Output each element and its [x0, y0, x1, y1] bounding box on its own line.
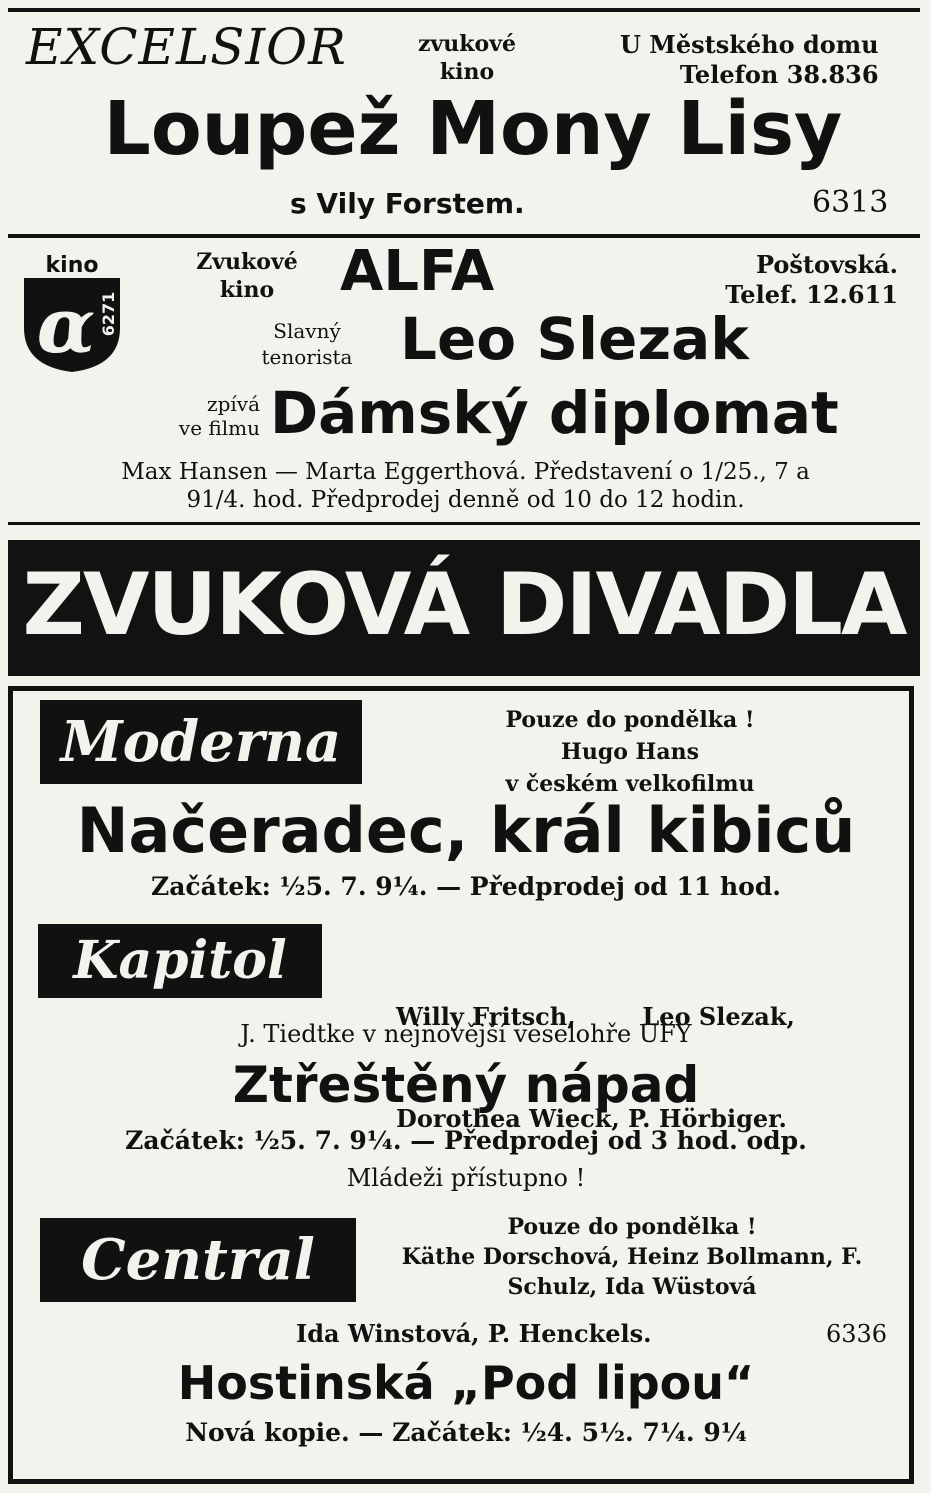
kapitol-youth-note: Mládeži přístupno ! — [346, 1164, 586, 1192]
kapitol-cast-line1: Willy Fritsch, Leo Slezak, — [396, 1002, 795, 1031]
kapitol-film-title: Ztřeštěný nápad — [232, 1056, 700, 1114]
alfa-address-block — [700, 250, 898, 310]
moderna-note-line3: v českém velkofilmu — [505, 771, 755, 797]
excelsior-cast: s Vily Forstem. — [290, 187, 525, 220]
alfa-logo-word: kino — [45, 253, 99, 278]
excelsior-cinema-name: EXCELSIOR — [26, 18, 347, 76]
central-film-title: Hostinská „Pod lipou“ — [177, 1356, 755, 1410]
alfa-logo-icon — [18, 248, 126, 374]
central-number: 6336 — [826, 1320, 888, 1348]
moderna-film-title: Načeradec, král kibiců — [76, 794, 856, 867]
alfa-info-line2: 91/4. hod. Předprodej denně od 10 do 12 hodin. — [186, 487, 745, 513]
alfa-sings-line1: zpívá — [207, 392, 260, 416]
moderna-note — [380, 704, 880, 800]
alfa-phone: Telef. 12.611 — [725, 280, 898, 309]
alfa-info-line1: Max Hansen — Marta Eggerthová. Představení o 1/25., 7 a — [121, 459, 810, 485]
central-cast-end: Ida Winstová, P. Henckels. — [296, 1319, 652, 1348]
alfa-role — [232, 318, 382, 370]
top-rule — [8, 8, 920, 12]
excelsior-kind-line2: kino — [439, 59, 495, 85]
moderna-note-line2: Hugo Hans — [561, 739, 699, 765]
kapitol-logo: Kapitol — [38, 924, 322, 998]
central-note — [372, 1212, 892, 1302]
moderna-showtimes: Začátek: ½5. 7. 9¼. — Předprodej od 11 hod. — [150, 872, 782, 901]
alfa-sings-line2: ve filmu — [178, 416, 260, 440]
alfa-kind-line2: kino — [219, 277, 275, 303]
alfa-logo-number: 6271 — [99, 291, 118, 337]
excelsior-kind — [418, 30, 516, 86]
kapitol-showtimes: Začátek: ½5. 7. 9¼. — Předprodej od 3 hod. odp. — [125, 1126, 807, 1155]
central-logo: Central — [40, 1218, 356, 1302]
alfa-info — [0, 458, 931, 514]
alfa-film-title: Dámský diplomat — [270, 379, 839, 447]
alfa-sings — [130, 392, 260, 440]
excelsior-kind-line1: zvukové — [418, 31, 516, 57]
alfa-cinema-name: ALFA — [340, 239, 495, 304]
banner-text: ZVUKOVÁ DIVADLA — [22, 555, 906, 655]
central-note-line1: Pouze do pondělka ! — [507, 1214, 757, 1240]
alfa-role-line1: Slavný — [273, 319, 341, 343]
excelsior-film-title: Loupež Mony Lisy — [103, 86, 843, 172]
kapitol-cast-line2: Dorothea Wieck, P. Hörbiger. — [396, 1104, 787, 1133]
excelsior-phone: Telefon 38.836 — [679, 60, 879, 89]
sound-theatres-banner — [8, 540, 920, 676]
kapitol-description: J. Tiedtke v nejnovější veselohře UFY — [240, 1020, 692, 1048]
excelsior-address: U Městského domu — [620, 30, 879, 59]
central-showtimes: Nová kopie. — Začátek: ½4. 5½. 7¼. 9¼ — [185, 1418, 747, 1447]
divider-rule — [8, 522, 920, 525]
alfa-logo-letter: α — [36, 281, 96, 370]
excelsior-address-block — [620, 30, 879, 90]
alfa-star-name: Leo Slezak — [400, 305, 749, 373]
alfa-kind — [182, 248, 312, 304]
moderna-logo: Moderna — [40, 700, 362, 784]
divider-rule — [8, 234, 920, 238]
alfa-street: Poštovská. — [755, 250, 898, 279]
moderna-note-line1: Pouze do pondělka ! — [505, 707, 755, 733]
excelsior-number: 6313 — [812, 185, 889, 220]
alfa-kind-line1: Zvukové — [196, 249, 298, 275]
central-note-line2: Käthe Dorschová, Heinz Bollmann, F. Schulz, Ida Wüstová — [401, 1244, 863, 1300]
alfa-role-line2: tenorista — [261, 345, 353, 369]
